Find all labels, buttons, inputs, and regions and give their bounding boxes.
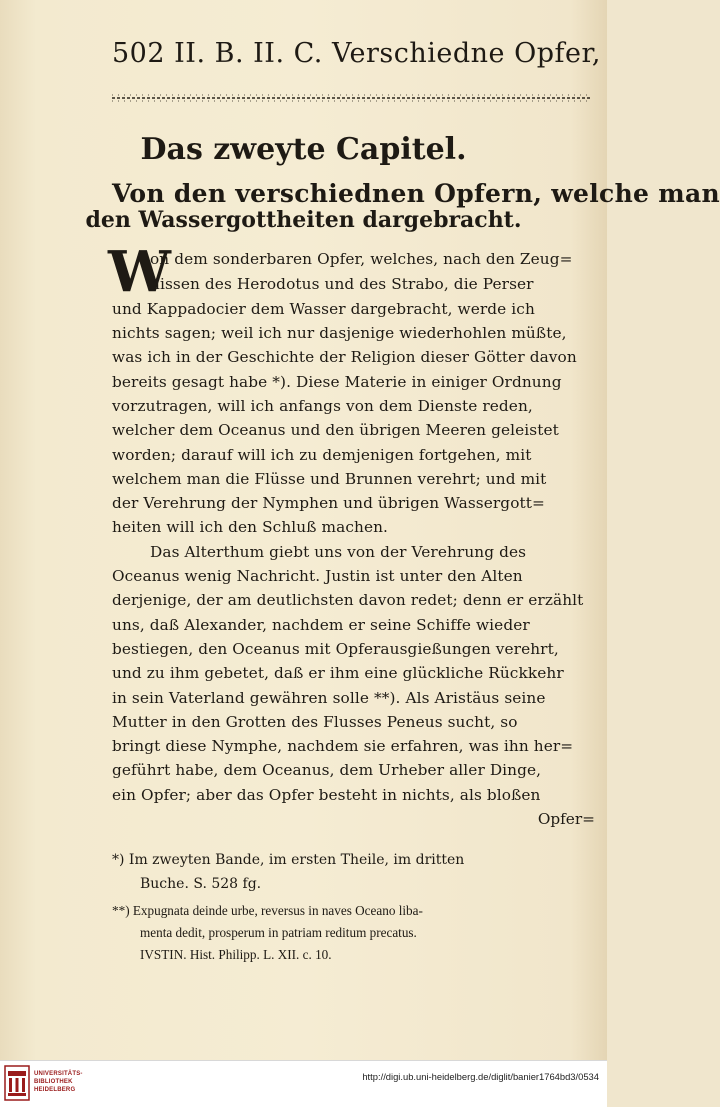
text-line: Mutter in den Grotten des Flusses Peneus sucht, so bbox=[112, 713, 518, 731]
footnote-2-line-2: menta dedit, prosperum in patriam reditum precatus. bbox=[140, 925, 417, 940]
text-line: geführt habe, dem Oceanus, dem Urheber aller Dinge, bbox=[112, 761, 542, 779]
chapter-subtitle-line-1: Von den verschiednen Opfern, welche man bbox=[112, 179, 720, 208]
text-line: uns, daß Alexander, nachdem er seine Schiffe wieder bbox=[112, 616, 530, 634]
text-line: in sein Vaterland gewähren solle **). Als Aristäus seine bbox=[112, 689, 546, 707]
text-line: bestiegen, den Oceanus mit Opferausgießungen verehrt, bbox=[112, 640, 559, 658]
text-line: nissen des Herodotus und des Strabo, die Perser bbox=[150, 275, 534, 293]
text-line: und zu ihm gebetet, daß er ihm eine glückliche Rückkehr bbox=[112, 664, 564, 682]
text-line: on dem sonderbaren Opfer, welches, nach den Zeug= bbox=[150, 250, 573, 268]
text-line: bringt diese Nymphe, nachdem sie erfahren, was ihn her= bbox=[112, 737, 574, 755]
text-line: vorzutragen, will ich anfangs von dem Dienste reden, bbox=[112, 397, 533, 415]
text-line: der Verehrung der Nymphen und übrigen Wassergott= bbox=[112, 494, 545, 512]
chapter-subtitle-line-2: den Wassergottheiten dargebracht. bbox=[85, 207, 522, 233]
library-name-line-2: BIBLIOTHEK bbox=[34, 1079, 73, 1085]
footnote-1-line-2: Buche. S. 528 fg. bbox=[140, 876, 262, 892]
library-name-line-1: UNIVERSITÄTS- bbox=[34, 1071, 83, 1077]
footnote-2-line-3: IVSTIN. Hist. Philipp. L. XII. c. 10. bbox=[140, 947, 332, 962]
footnote-1-line-1: *) Im zweyten Bande, im ersten Theile, im dritten bbox=[112, 852, 465, 868]
text-line: derjenige, der am deutlichsten davon redet; denn er erzählt bbox=[112, 591, 584, 609]
catchword: Opfer= bbox=[537, 810, 595, 828]
university-library-logo-icon bbox=[4, 1065, 30, 1101]
text-line: was ich in der Geschichte der Religion dieser Götter davon bbox=[112, 348, 577, 366]
permalink-url[interactable]: http://digi.ub.uni-heidelberg.de/diglit/banier1764bd3/0534 bbox=[362, 1071, 599, 1082]
text-line: welchem man die Flüsse und Brunnen verehrt; und mit bbox=[112, 470, 547, 488]
footnote-2-line-1: **) Expugnata deinde urbe, reversus in naves Oceano liba- bbox=[112, 903, 423, 918]
text-line: heiten will ich den Schluß machen. bbox=[112, 518, 389, 536]
text-line: nichts sagen; weil ich nur dasjenige wiederhohlen müßte, bbox=[112, 324, 567, 342]
chapter-title: Das zweyte Capitel. bbox=[140, 132, 467, 167]
running-head: 502 II. B. II. C. Verschiedne Opfer, bbox=[112, 38, 602, 69]
library-name-line-3: HEIDELBERG bbox=[34, 1087, 76, 1093]
viewer-footer bbox=[0, 1060, 607, 1107]
text-line: bereits gesagt habe *). Diese Materie in einiger Ordnung bbox=[112, 373, 562, 391]
text-line: welcher dem Oceanus und den übrigen Meeren geleistet bbox=[112, 421, 559, 439]
text-line: Oceanus wenig Nachricht. Justin ist unter den Alten bbox=[112, 567, 523, 585]
text-line: Das Alterthum giebt uns von der Verehrung des bbox=[150, 543, 527, 561]
text-line: ein Opfer; aber das Opfer besteht in nichts, als bloßen bbox=[112, 786, 541, 804]
text-line: worden; darauf will ich zu demjenigen fortgehen, mit bbox=[112, 446, 532, 464]
drop-cap: W bbox=[108, 239, 171, 305]
ornament-divider bbox=[112, 93, 590, 103]
library-name bbox=[34, 1070, 83, 1094]
text-line: und Kappadocier dem Wasser dargebracht, werde ich bbox=[112, 300, 535, 318]
